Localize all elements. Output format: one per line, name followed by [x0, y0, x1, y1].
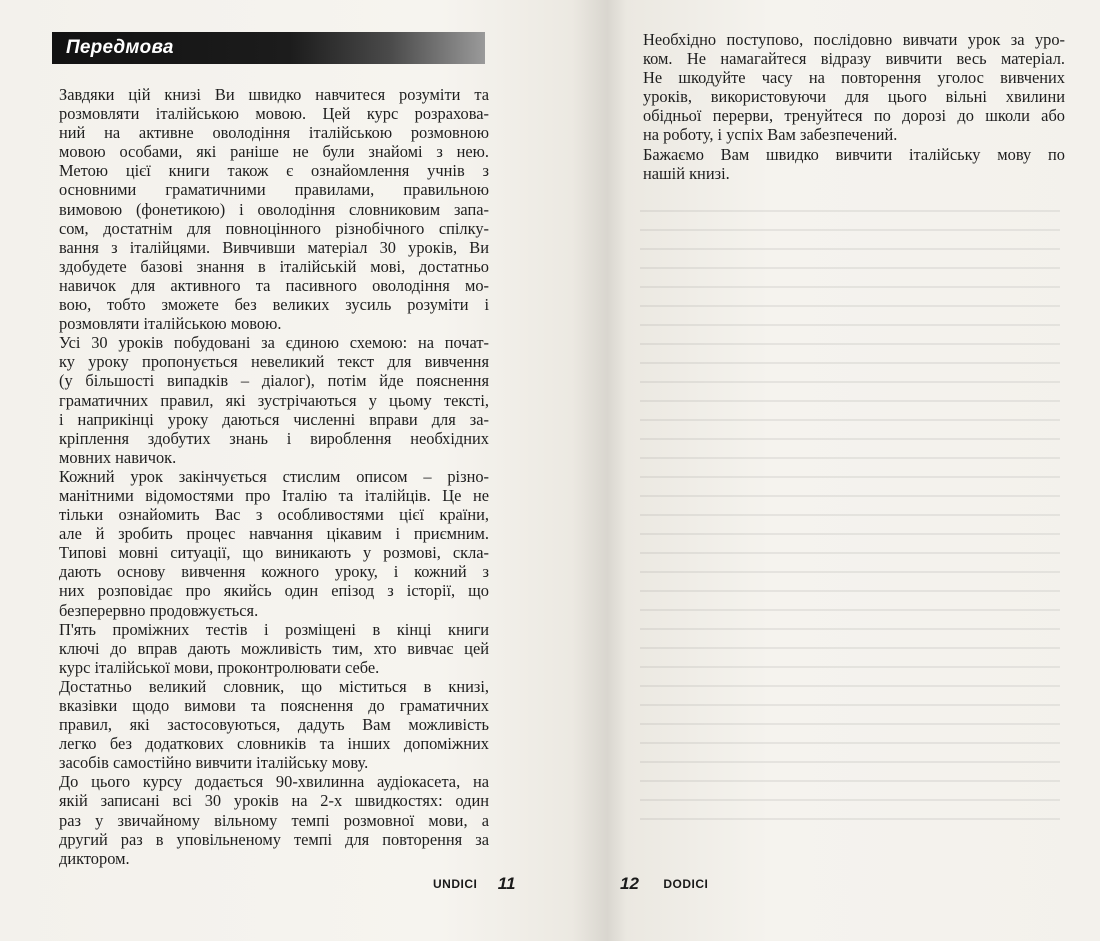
- text-line: Усі 30 уроків побудовані за єдиною схемою: на почат-: [59, 333, 489, 353]
- right-page-footer: [620, 874, 708, 894]
- text-line: правил, які застосовуються, дадуть Вам можливість: [59, 715, 489, 735]
- text-line: раз у звичайному вільному темпі розмовної мови, а: [59, 810, 489, 830]
- running-head-left: UNDICI: [433, 877, 478, 891]
- text-line: (у більшості випадків – діалог), потім йде пояснення: [59, 371, 489, 391]
- section-header-bar: [52, 32, 485, 64]
- text-line: навичок для активного та пасивного оволодіння мо-: [59, 275, 489, 295]
- left-page-footer: [433, 874, 515, 894]
- right-page-body-text: [643, 30, 1065, 183]
- text-line: нашій книзі.: [643, 163, 730, 183]
- left-page-body-text: [59, 85, 489, 868]
- text-line: розмовляти італійською мовою. Цей курс розрахова-: [59, 104, 489, 124]
- text-line: якій записані всі 30 уроків на 2-х швидкостях: один: [59, 791, 489, 811]
- text-line: уроків, використовуючи для цього вільні хвилини: [643, 87, 1065, 107]
- text-line: ком. Не намагайтеся відразу вивчити весь матеріал.: [643, 49, 1065, 69]
- text-line: них розповідає про якийсь один епізод з історії, що: [59, 581, 489, 601]
- text-line: манітними відомостями про Італію та італійців. Це не: [59, 485, 489, 505]
- text-line: сом, достатнім для повноцінного різнобічного спілку-: [59, 218, 489, 238]
- text-line: ку уроку пропонується невеликий текст для вивчення: [59, 352, 489, 372]
- text-line: дають основу вивчення кожного уроку, і кожний з: [59, 562, 489, 582]
- text-line: легко без додаткових словників та інших допоміжних: [59, 734, 489, 754]
- page-number-left: 11: [497, 874, 516, 893]
- text-line: кріплення здобутих знань і вироблення необхідних: [59, 428, 489, 448]
- text-line: Необхідно поступово, послідовно вивчати урок за уро-: [643, 30, 1065, 49]
- text-line: ний на активне оволодіння італійською розмовною: [59, 123, 489, 143]
- text-line: Типові мовні ситуації, що виникають у розмові, скла-: [59, 543, 489, 563]
- section-title: Передмова: [66, 37, 174, 58]
- text-line: мовних навичок.: [59, 447, 177, 467]
- text-line: курс італійської мови, проконтролювати себе.: [59, 657, 380, 677]
- text-line: здобудете базові знання в італійській мові, достатньо: [59, 256, 489, 276]
- text-line: розмовляти італійською мовою.: [59, 314, 282, 334]
- running-head-right: DODICI: [663, 877, 709, 891]
- text-line: основними граматичними правилами, правильною: [59, 180, 489, 200]
- text-line: Бажаємо Вам швидко вивчити італійську мову по: [643, 144, 1065, 164]
- text-line: мовою особами, які раніше не були знайомі з нею.: [59, 142, 489, 162]
- text-line: Достатньо великий словник, що міститься в книзі,: [59, 676, 489, 696]
- text-line: на роботу, і успіх Вам забезпечений.: [643, 125, 898, 145]
- text-line: засобів самостійно вивчити італійську мову.: [59, 753, 369, 773]
- text-line: Не шкодуйте часу на повторення уголос вивчених: [643, 68, 1065, 88]
- text-line: безперервно продовжується.: [59, 600, 259, 620]
- text-line: вимовою (фонетикою) і оволодіння словниковим запа-: [59, 199, 489, 219]
- text-line: ключі до вправ дають можливість тим, хто вивчає цей: [59, 638, 489, 658]
- text-line: Метою цієї книги також є ознайомлення учнів з: [59, 161, 489, 181]
- text-line: граматичних правил, які зустрічаються у цьому тексті,: [59, 390, 489, 410]
- text-line: Завдяки цій книзі Ви швидко навчитеся розуміти та: [59, 85, 489, 104]
- text-line: обідньої перерви, тренуйтеся по дорозі до школи або: [643, 106, 1065, 126]
- text-line: До цього курсу додається 90-хвилинна аудіокасета, на: [59, 772, 489, 792]
- text-line: другий раз в уповільненому темпі для повторення за: [59, 829, 489, 849]
- text-line: вказівки щодо вимови та пояснення до граматичних: [59, 696, 489, 715]
- text-line: диктором.: [59, 848, 130, 868]
- text-line: і наприкінці уроку даються численні вправи для за-: [59, 409, 489, 429]
- text-line: але й зробить процес навчання цікавим і приємним.: [59, 524, 489, 544]
- page-number-right: 12: [620, 874, 639, 893]
- text-line: Кожний урок закінчується стислим описом – різно-: [59, 466, 489, 486]
- text-line: тільки ознайомить Вас з особливостями цієї країни,: [59, 505, 489, 525]
- text-line: вою, тобто зможете без великих зусиль розуміти і: [59, 295, 489, 315]
- text-line: П'ять проміжних тестів і розміщені в кінці книги: [59, 619, 489, 639]
- show-through-texture: [640, 200, 1060, 820]
- text-line: вання з італійцями. Вивчивши матеріал 30 уроків, Ви: [59, 237, 489, 257]
